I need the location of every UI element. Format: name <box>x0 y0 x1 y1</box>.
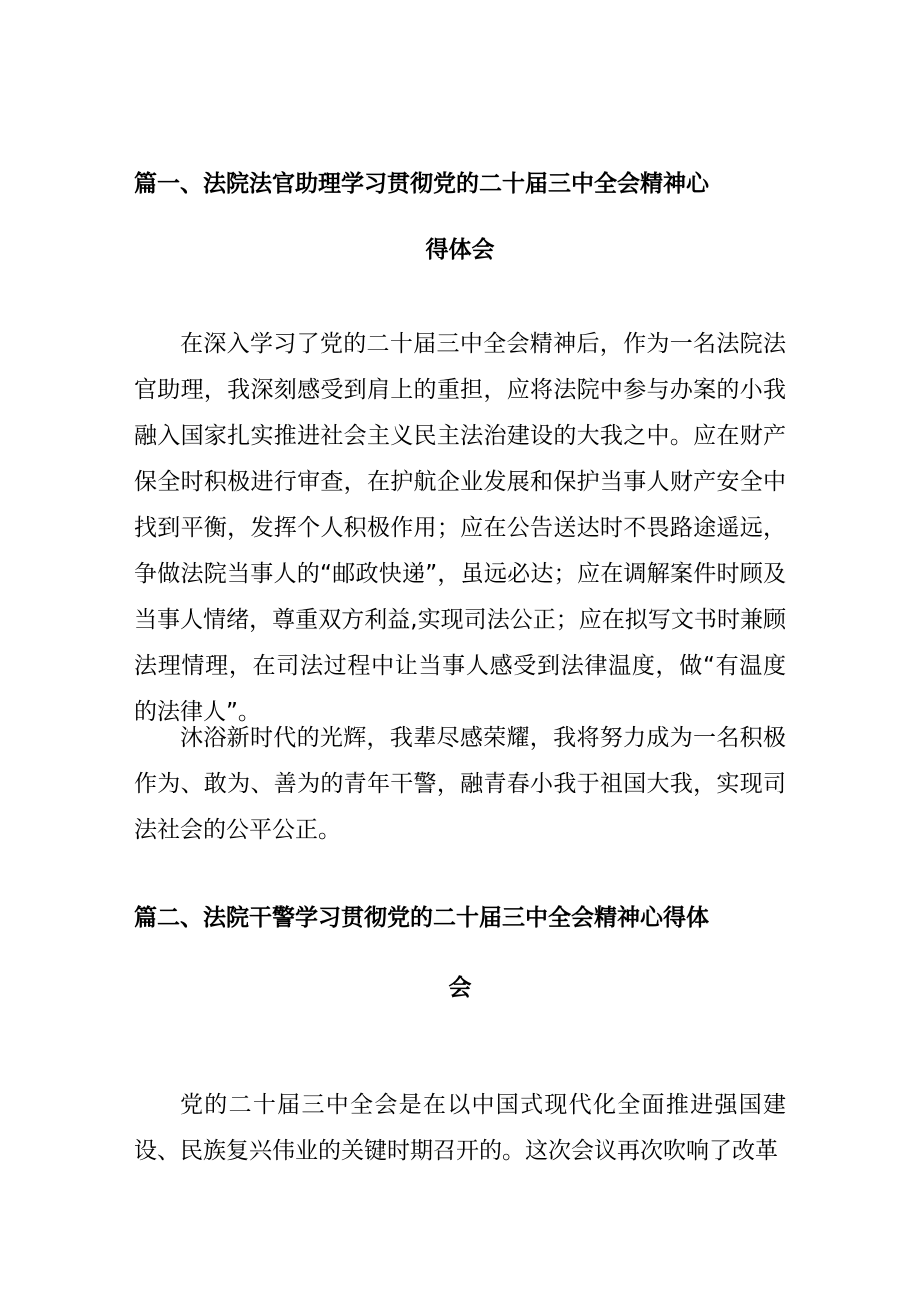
section-1-heading-continued: 得体会 <box>425 237 495 263</box>
section-1-paragraph-2: 沐浴新时代的光辉，我辈尽感荣耀，我将努力成为一名积极作为、敢为、善为的青年干警，融青春小我于祖国大我，实现司法社会的公平公正。 <box>134 725 786 843</box>
section-2-heading: 篇二、法院干警学习贯彻党的二十届三中全会精神心得体 <box>134 905 709 931</box>
section-1-paragraph-1: 在深入学习了党的二十届三中全会精神后，作为一名法院法官助理，我深刻感受到肩上的重担，应将法院中参与办案的小我融入国家扎实推进社会主义民主法治建设的大我之中。应在财产保全时积极进行审查，在护航企业发展和保护当事人财产安全中找到平衡，发挥个人积极作用；应在公告送达时不畏路途遥远，争做法院当事人的“邮政快递”，虽远必达；应在调解案件时顾及当事人情绪，尊重双方利益,实现司法公正；应在拟写文书时兼顾法理情理，在司法过程中让当事人感受到法律温度，做“有温度的法律人”。 <box>134 331 786 725</box>
section-2-paragraph-1: 党的二十届三中全会是在以中国式现代化全面推进强国建设、民族复兴伟业的关键时期召开的。这次会议再次吹响了改革 <box>134 1092 786 1164</box>
section-1-heading: 篇一、法院法官助理学习贯彻党的二十届三中全会精神心 <box>134 171 709 197</box>
section-2-heading-continued: 会 <box>448 975 472 1001</box>
